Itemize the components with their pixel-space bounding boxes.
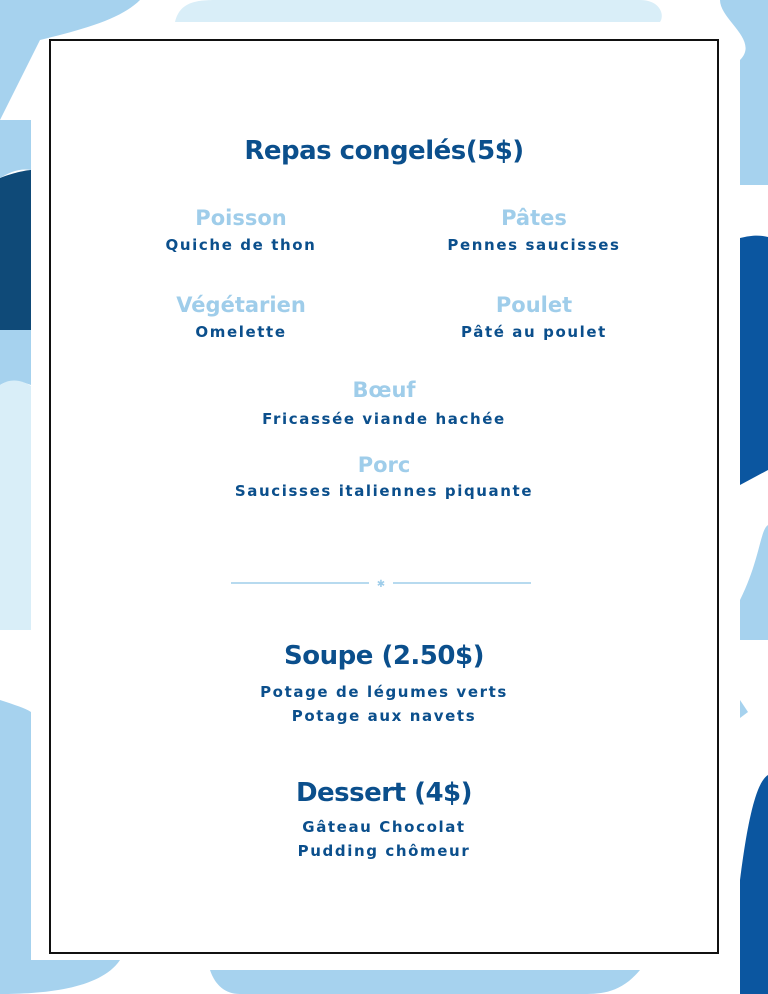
- soup-title: Soupe (2.50$): [284, 641, 484, 671]
- item-porc: Saucisses italiennes piquante: [234, 482, 534, 500]
- svg-text:✱: ✱: [376, 579, 386, 588]
- dessert-item-2: Pudding chômeur: [297, 842, 471, 860]
- soup-item-1: Potage de légumes verts: [260, 683, 508, 701]
- category-poulet: Poulet: [495, 293, 573, 317]
- frozen-meals-title: Repas congelés(5$): [244, 136, 524, 166]
- dessert-item-1: Gâteau Chocolat: [302, 818, 466, 836]
- item-boeuf: Fricassée viande hachée: [262, 410, 506, 428]
- category-vegetarien: Végétarien: [176, 293, 306, 317]
- category-porc: Porc: [357, 453, 411, 477]
- category-boeuf: Bœuf: [352, 378, 416, 402]
- menu-card: [49, 39, 719, 954]
- item-pates: Pennes saucisses: [447, 236, 621, 254]
- section-divider: [231, 578, 531, 588]
- item-vegetarien: Omelette: [195, 323, 287, 341]
- category-pates: Pâtes: [501, 206, 567, 230]
- soup-item-2: Potage aux navets: [291, 707, 477, 725]
- item-poisson: Quiche de thon: [165, 236, 317, 254]
- item-poulet: Pâté au poulet: [461, 323, 607, 341]
- category-poisson: Poisson: [195, 206, 287, 230]
- dessert-title: Dessert (4$): [295, 778, 473, 808]
